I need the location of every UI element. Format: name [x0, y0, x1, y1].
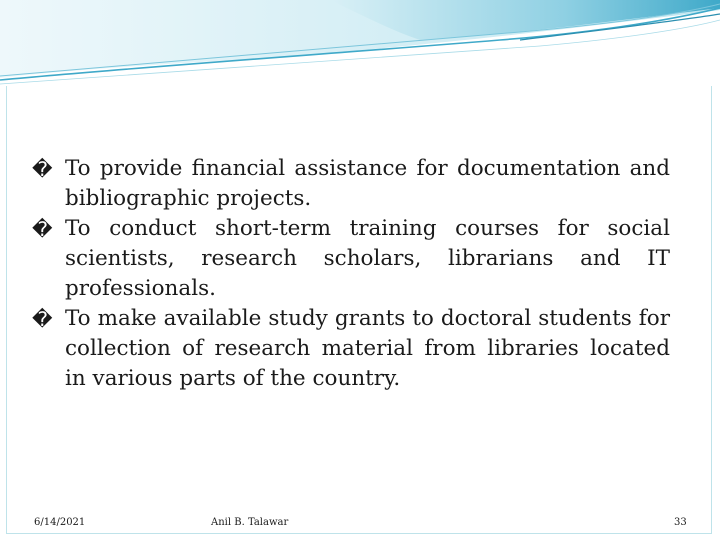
footer-author: Anil B. Talawar [211, 517, 289, 528]
bullet-icon: � [32, 307, 53, 331]
bullet-icon: � [32, 217, 53, 241]
bullet-text: To conduct short-term training courses for social scientists, research scholars, librarians and IT professionals. [65, 216, 670, 301]
bullet-item [32, 154, 670, 214]
bullet-item [32, 304, 670, 394]
bullet-icon: � [32, 157, 53, 181]
bullet-text: To make available study grants to doctoral students for collection of research material from libraries located in various parts of the country. [65, 306, 670, 391]
slide-content [32, 154, 670, 394]
bullet-item [32, 214, 670, 304]
page-number: 33 [674, 517, 687, 528]
header-wave-decoration [0, 0, 720, 90]
footer-date: 6/14/2021 [34, 517, 86, 528]
bullet-text: To provide financial assistance for documentation and bibliographic projects. [65, 156, 670, 211]
